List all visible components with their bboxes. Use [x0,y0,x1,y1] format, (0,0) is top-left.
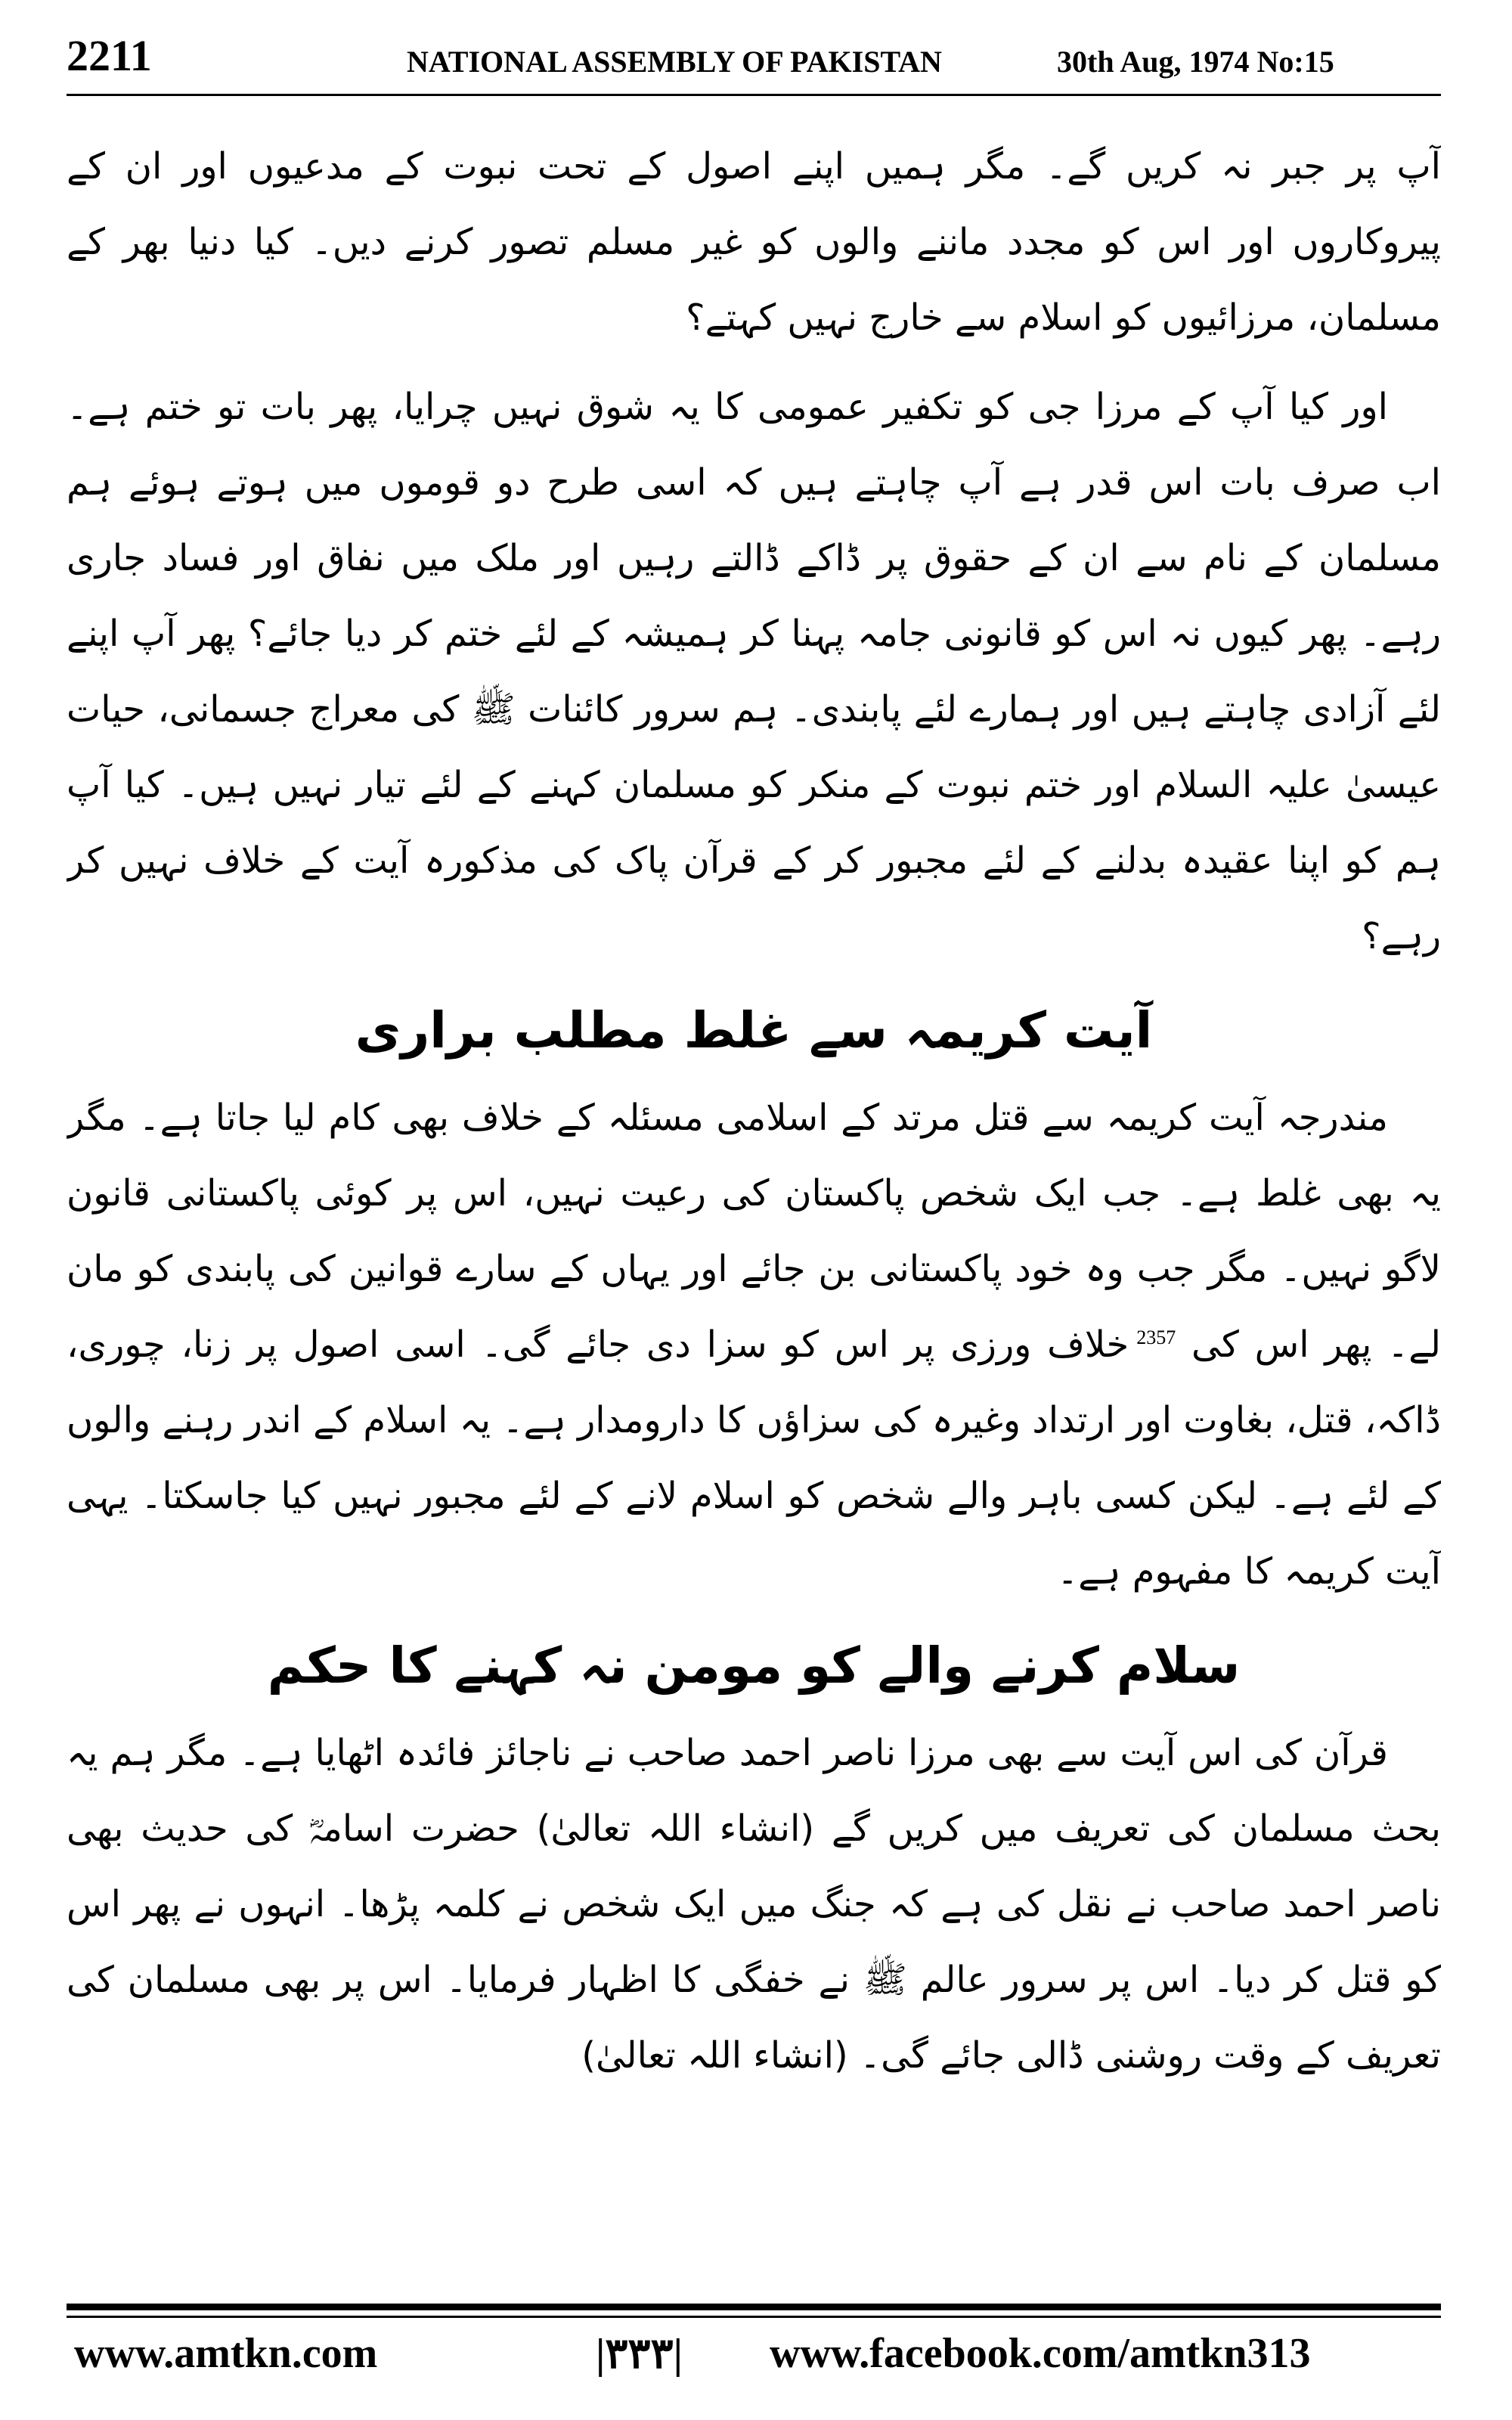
footnote-marker: 2357 [1136,1326,1176,1348]
paragraph-3-part-b: خلاف ورزی پر اس کو سزا دی جائے گی۔ اسی اصول پر زنا، چوری، ڈاکہ، قتل، بغاوت اور ارتداد وغیرہ کی سزاؤں کا دارومدار ہے۔ یہ اسلام کے اندر رہنے والوں کے لئے ہے۔ لیکن کسی باہر والے شخص کو اسلام لانے کے لئے مجبور نہیں کیا جاسکتا۔ یہی آیت کریمہ کا مفہوم ہے۔ [67,1323,1441,1593]
section-heading-2: سلام کرنے والے کو مومن نہ کہنے کا حکم [267,1637,1241,1695]
paragraph-3-part-a: مندرجہ آیت کریمہ سے قتل مرتد کے اسلامی مسئلہ کے خلاف بھی کام لیا جاتا ہے۔ مگر یہ بھی غلط ہے۔ جب ایک شخص پاکستان کی رعیت نہیں، اس پر کوئی پاکستانی قانون لاگو نہیں۔ مگر جب وہ خود پاکستانی بن جائے اور یہاں کے سارے قوانین کی پابندی کو مان لے۔ پھر اس کی [67,1097,1441,1366]
paragraph-1: آپ پر جبر نہ کریں گے۔ مگر ہمیں اپنے اصول کے تحت نبوت کے مدعیوں اور ان کے پیروکاروں اور اس کو مجدد ماننے والوں کو غیر مسلم تصور کرنے دیں۔ کیا دنیا بھر کے مسلمان، مرزائیوں کو اسلام سے خارج نہیں کہتے؟ [67,145,1441,339]
facebook-link[interactable]: www.facebook.com/amtkn313 [770,2330,1311,2377]
publication-title: NATIONAL ASSEMBLY OF PAKISTAN [407,45,942,79]
page-body [67,129,1441,2216]
paragraph-2: اور کیا آپ کے مرزا جی کو تکفیر عمومی کا یہ شوق نہیں چرایا، پھر بات تو ختم ہے۔ اب صرف بات اس قدر ہے آپ چاہتے ہیں کہ اسی طرح دو قوموں میں ہوتے ہوئے ہم مسلمان کے نام سے ان کے حقوق پر ڈاکے ڈالتے رہیں اور ملک میں نفاق اور فساد جاری رہے۔ پھر کیوں نہ اس کو قانونی جامہ پہنا کر ہمیشہ کے لئے ختم کر دیا جائے؟ پھر آپ اپنے لئے آزادی چاہتے ہیں اور ہمارے لئے پابندی۔ ہم سرور کائنات ﷺ کی معراج جسمانی، حیات عیسیٰ علیہ السلام اور ختم نبوت کے منکر کو مسلمان کہنے کے لئے تیار نہیں ہیں۔ کیا آپ ہم کو اپنا عقیدہ بدلنے کے لئے مجبور کر کے قرآن پاک کی مذکورہ آیت کے خلاف نہیں کر رہے؟ [67,386,1441,957]
page-number: 2211 [67,31,152,80]
page-footer [67,2329,1441,2390]
paragraph-3 [67,1080,1441,1609]
footer-divider-thin [67,2316,1441,2318]
website-link[interactable]: www.amtkn.com [74,2330,378,2377]
footer-divider-thick [67,2304,1441,2310]
urdu-page-number: |۳۳۳| [596,2331,683,2378]
section-heading-1: آیت کریمہ سے غلط مطلب براری [355,1001,1153,1060]
paragraph-4: قرآن کی اس آیت سے بھی مرزا ناصر احمد صاحب نے ناجائز فائدہ اٹھایا ہے۔ مگر ہم یہ بحث مسلمان کی تعریف میں کریں گے (انشاء اللہ تعالیٰ) حضرت اسامہؓ کی حدیث بھی ناصر احمد صاحب نے نقل کی ہے کہ جنگ میں ایک شخص نے کلمہ پڑھا۔ انہوں نے پھر اس کو قتل کر دیا۔ اس پر سرور عالم ﷺ نے خفگی کا اظہار فرمایا۔ اس پر بھی مسلمان کی تعریف کے وقت روشنی ڈالی جائے گی۔ (انشاء اللہ تعالیٰ) [67,1732,1441,2077]
session-date: 30th Aug, 1974 No:15 [1057,45,1334,79]
page-header [67,30,1441,91]
header-divider [67,94,1441,96]
